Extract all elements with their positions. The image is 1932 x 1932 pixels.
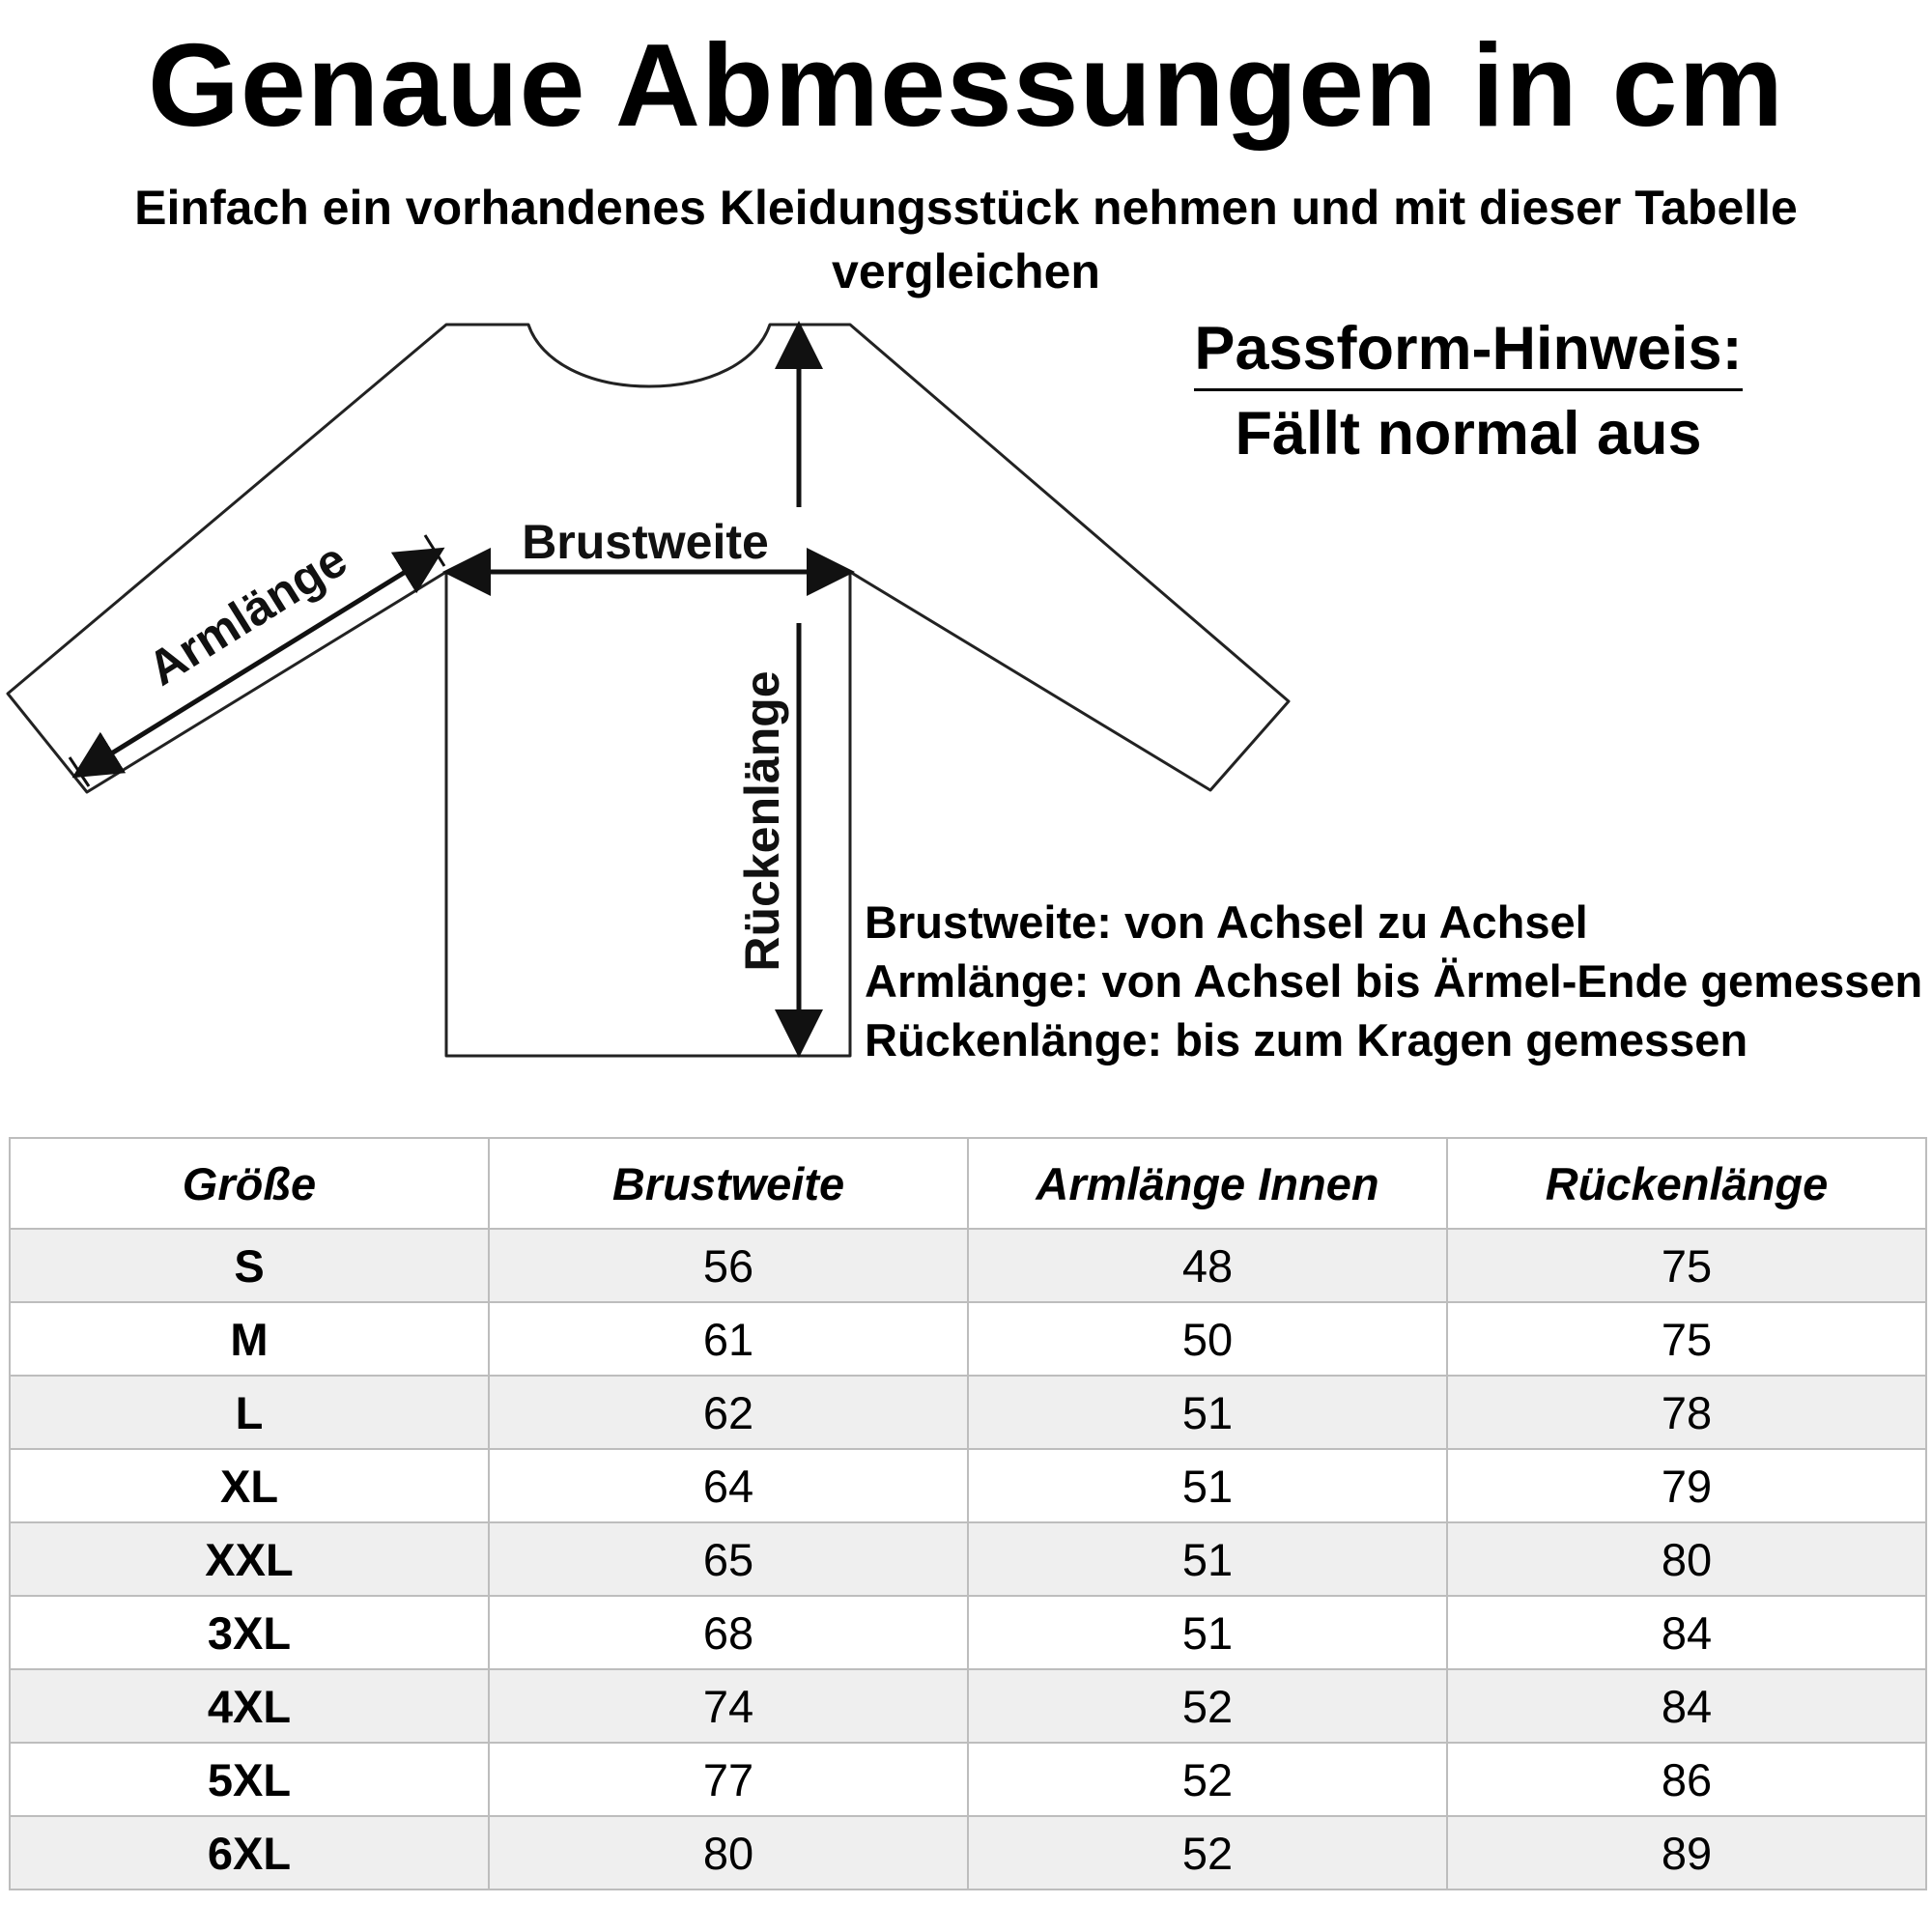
table-row [10,1302,1926,1376]
fit-note-heading: Passform-Hinweis: [1194,311,1742,391]
note-chest: Brustweite: von Achsel zu Achsel [865,896,1588,948]
arm-label: Armlänge [138,531,356,696]
back-label: Rückenlänge [735,670,789,972]
chest-cell: 61 [489,1302,968,1376]
column-header-size: Größe [10,1138,489,1229]
back-cell: 84 [1447,1596,1926,1669]
chest-cell: 74 [489,1669,968,1743]
arm-cell: 52 [968,1743,1447,1816]
chest-cell: 80 [489,1816,968,1889]
column-header-chest: Brustweite [489,1138,968,1229]
back-cell: 75 [1447,1302,1926,1376]
arm-cell: 51 [968,1596,1447,1669]
arm-measure [70,532,444,786]
fit-note [1101,311,1835,476]
size-cell: 6XL [10,1816,489,1889]
table-row [10,1522,1926,1596]
back-cell: 75 [1447,1229,1926,1302]
chest-cell: 65 [489,1522,968,1596]
size-cell: 3XL [10,1596,489,1669]
back-cell: 79 [1447,1449,1926,1522]
size-cell: XL [10,1449,489,1522]
table-row [10,1816,1926,1889]
chest-cell: 64 [489,1449,968,1522]
chest-cell: 77 [489,1743,968,1816]
chest-cell: 68 [489,1596,968,1669]
table-row [10,1376,1926,1449]
note-arm: Armlänge: von Achsel bis Ärmel-Ende gemessen [865,955,1923,1007]
back-cell: 80 [1447,1522,1926,1596]
chest-label: Brustweite [522,515,769,569]
size-cell: 5XL [10,1743,489,1816]
arm-cell: 51 [968,1449,1447,1522]
arm-cell: 48 [968,1229,1447,1302]
back-measure [735,330,799,1048]
fit-note-value: Fällt normal aus [1235,400,1702,468]
arm-cell: 51 [968,1522,1447,1596]
size-cell: L [10,1376,489,1449]
size-table [9,1137,1927,1890]
table-row [10,1449,1926,1522]
arm-cell: 50 [968,1302,1447,1376]
page-title: Genaue Abmessungen in cm [148,19,1784,151]
table-row [10,1669,1926,1743]
table-row [10,1743,1926,1816]
arm-cell: 52 [968,1816,1447,1889]
size-cell: S [10,1229,489,1302]
arm-cell: 51 [968,1376,1447,1449]
arm-cell: 52 [968,1669,1447,1743]
column-header-back: Rückenlänge [1447,1138,1926,1229]
back-cell: 86 [1447,1743,1926,1816]
back-cell: 89 [1447,1816,1926,1889]
back-cell: 84 [1447,1669,1926,1743]
measurement-notes [865,893,1927,1069]
chest-measure [452,515,845,572]
table-row [10,1229,1926,1302]
table-header-row [10,1138,1926,1229]
size-cell: XXL [10,1522,489,1596]
back-cell: 78 [1447,1376,1926,1449]
chest-cell: 56 [489,1229,968,1302]
size-cell: M [10,1302,489,1376]
note-back: Rückenlänge: bis zum Kragen gemessen [865,1014,1748,1065]
size-cell: 4XL [10,1669,489,1743]
chest-cell: 62 [489,1376,968,1449]
page-subtitle: Einfach ein vorhandenes Kleidungsstück nehmen und mit dieser Tabelle vergleichen [134,181,1798,298]
table-row [10,1596,1926,1669]
column-header-arm: Armlänge Innen [968,1138,1447,1229]
